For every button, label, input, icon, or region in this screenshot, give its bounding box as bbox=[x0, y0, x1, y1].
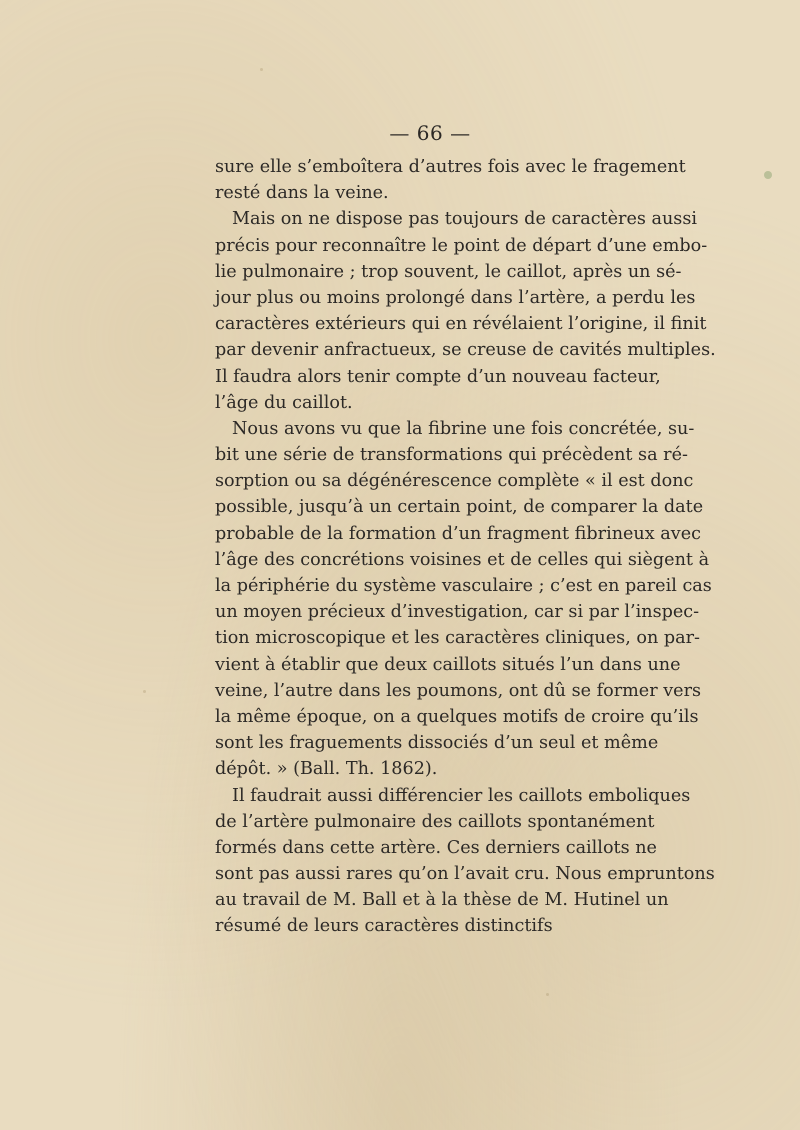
text-line: formés dans cette artère. Ces derniers caillots ne bbox=[215, 837, 657, 858]
text-line: caractères extérieurs qui en révélaient l’origine, il finit bbox=[215, 314, 707, 335]
text-line: au travail de M. Ball et à la thèse de M. Hutinel un bbox=[215, 890, 669, 911]
paper-stain bbox=[546, 993, 549, 996]
paper-stain bbox=[764, 171, 772, 179]
text-line: probable de la formation d’un fragment fibrineux avec bbox=[215, 523, 701, 544]
paper-stain bbox=[143, 690, 146, 693]
text-line: resté dans la veine. bbox=[215, 183, 389, 204]
text-line: la périphérie du système vasculaire ; c’est en pareil cas bbox=[215, 576, 712, 596]
text-line: l’âge des concrétions voisines et de celles qui siègent à bbox=[215, 549, 710, 570]
text-line: sure elle s’emboîtera d’autres fois avec le fragement bbox=[215, 157, 686, 177]
text-line: un moyen précieux d’investigation, car si par l’inspec- bbox=[215, 602, 700, 623]
text-line: Mais on ne dispose pas toujours de caractères aussi bbox=[232, 209, 697, 230]
text-line: veine, l’autre dans les poumons, ont dû se former vers bbox=[215, 680, 702, 701]
text-line: l’âge du caillot. bbox=[215, 392, 353, 413]
text-line: la même époque, on a quelques motifs de croire qu’ils bbox=[215, 706, 699, 727]
text-line: dépôt. » (Ball. Th. 1862). bbox=[215, 759, 438, 780]
text-line: de l’artère pulmonaire des caillots spontanément bbox=[215, 811, 655, 832]
text-line: bit une série de transformations qui précèdent sa ré- bbox=[215, 445, 688, 466]
page-number: — 66 — bbox=[389, 121, 471, 145]
text-line: résumé de leurs caractères distinctifs bbox=[215, 916, 553, 937]
text-line: Nous avons vu que la fibrine une fois concrétée, su- bbox=[232, 418, 695, 439]
body-text bbox=[215, 154, 716, 940]
paper-stain bbox=[260, 68, 263, 71]
text-line: précis pour reconnaître le point de départ d’une embo- bbox=[215, 235, 708, 256]
text-line: Il faudra alors tenir compte d’un nouveau facteur, bbox=[215, 366, 661, 387]
text-line: jour plus ou moins prolongé dans l’artère, a perdu les bbox=[215, 287, 696, 308]
text-line: possible, jusqu’à un certain point, de comparer la date bbox=[215, 497, 704, 518]
text-line: vient à établir que deux caillots situés l’un dans une bbox=[215, 654, 681, 675]
text-line: par devenir anfractueux, se creuse de cavités multiples. bbox=[215, 340, 716, 361]
text-line: Il faudrait aussi différencier les caillots emboliques bbox=[232, 785, 691, 806]
text-line: sorption ou sa dégénérescence complète « il est donc bbox=[215, 471, 694, 492]
text-line: tion microscopique et les caractères cliniques, on par- bbox=[215, 628, 701, 649]
text-line: sont pas aussi rares qu’on l’avait cru. Nous empruntons bbox=[215, 864, 715, 885]
text-line: sont les fraguements dissociés d’un seul et même bbox=[215, 733, 659, 754]
text-line: lie pulmonaire ; trop souvent, le caillot, après un sé- bbox=[215, 261, 682, 282]
